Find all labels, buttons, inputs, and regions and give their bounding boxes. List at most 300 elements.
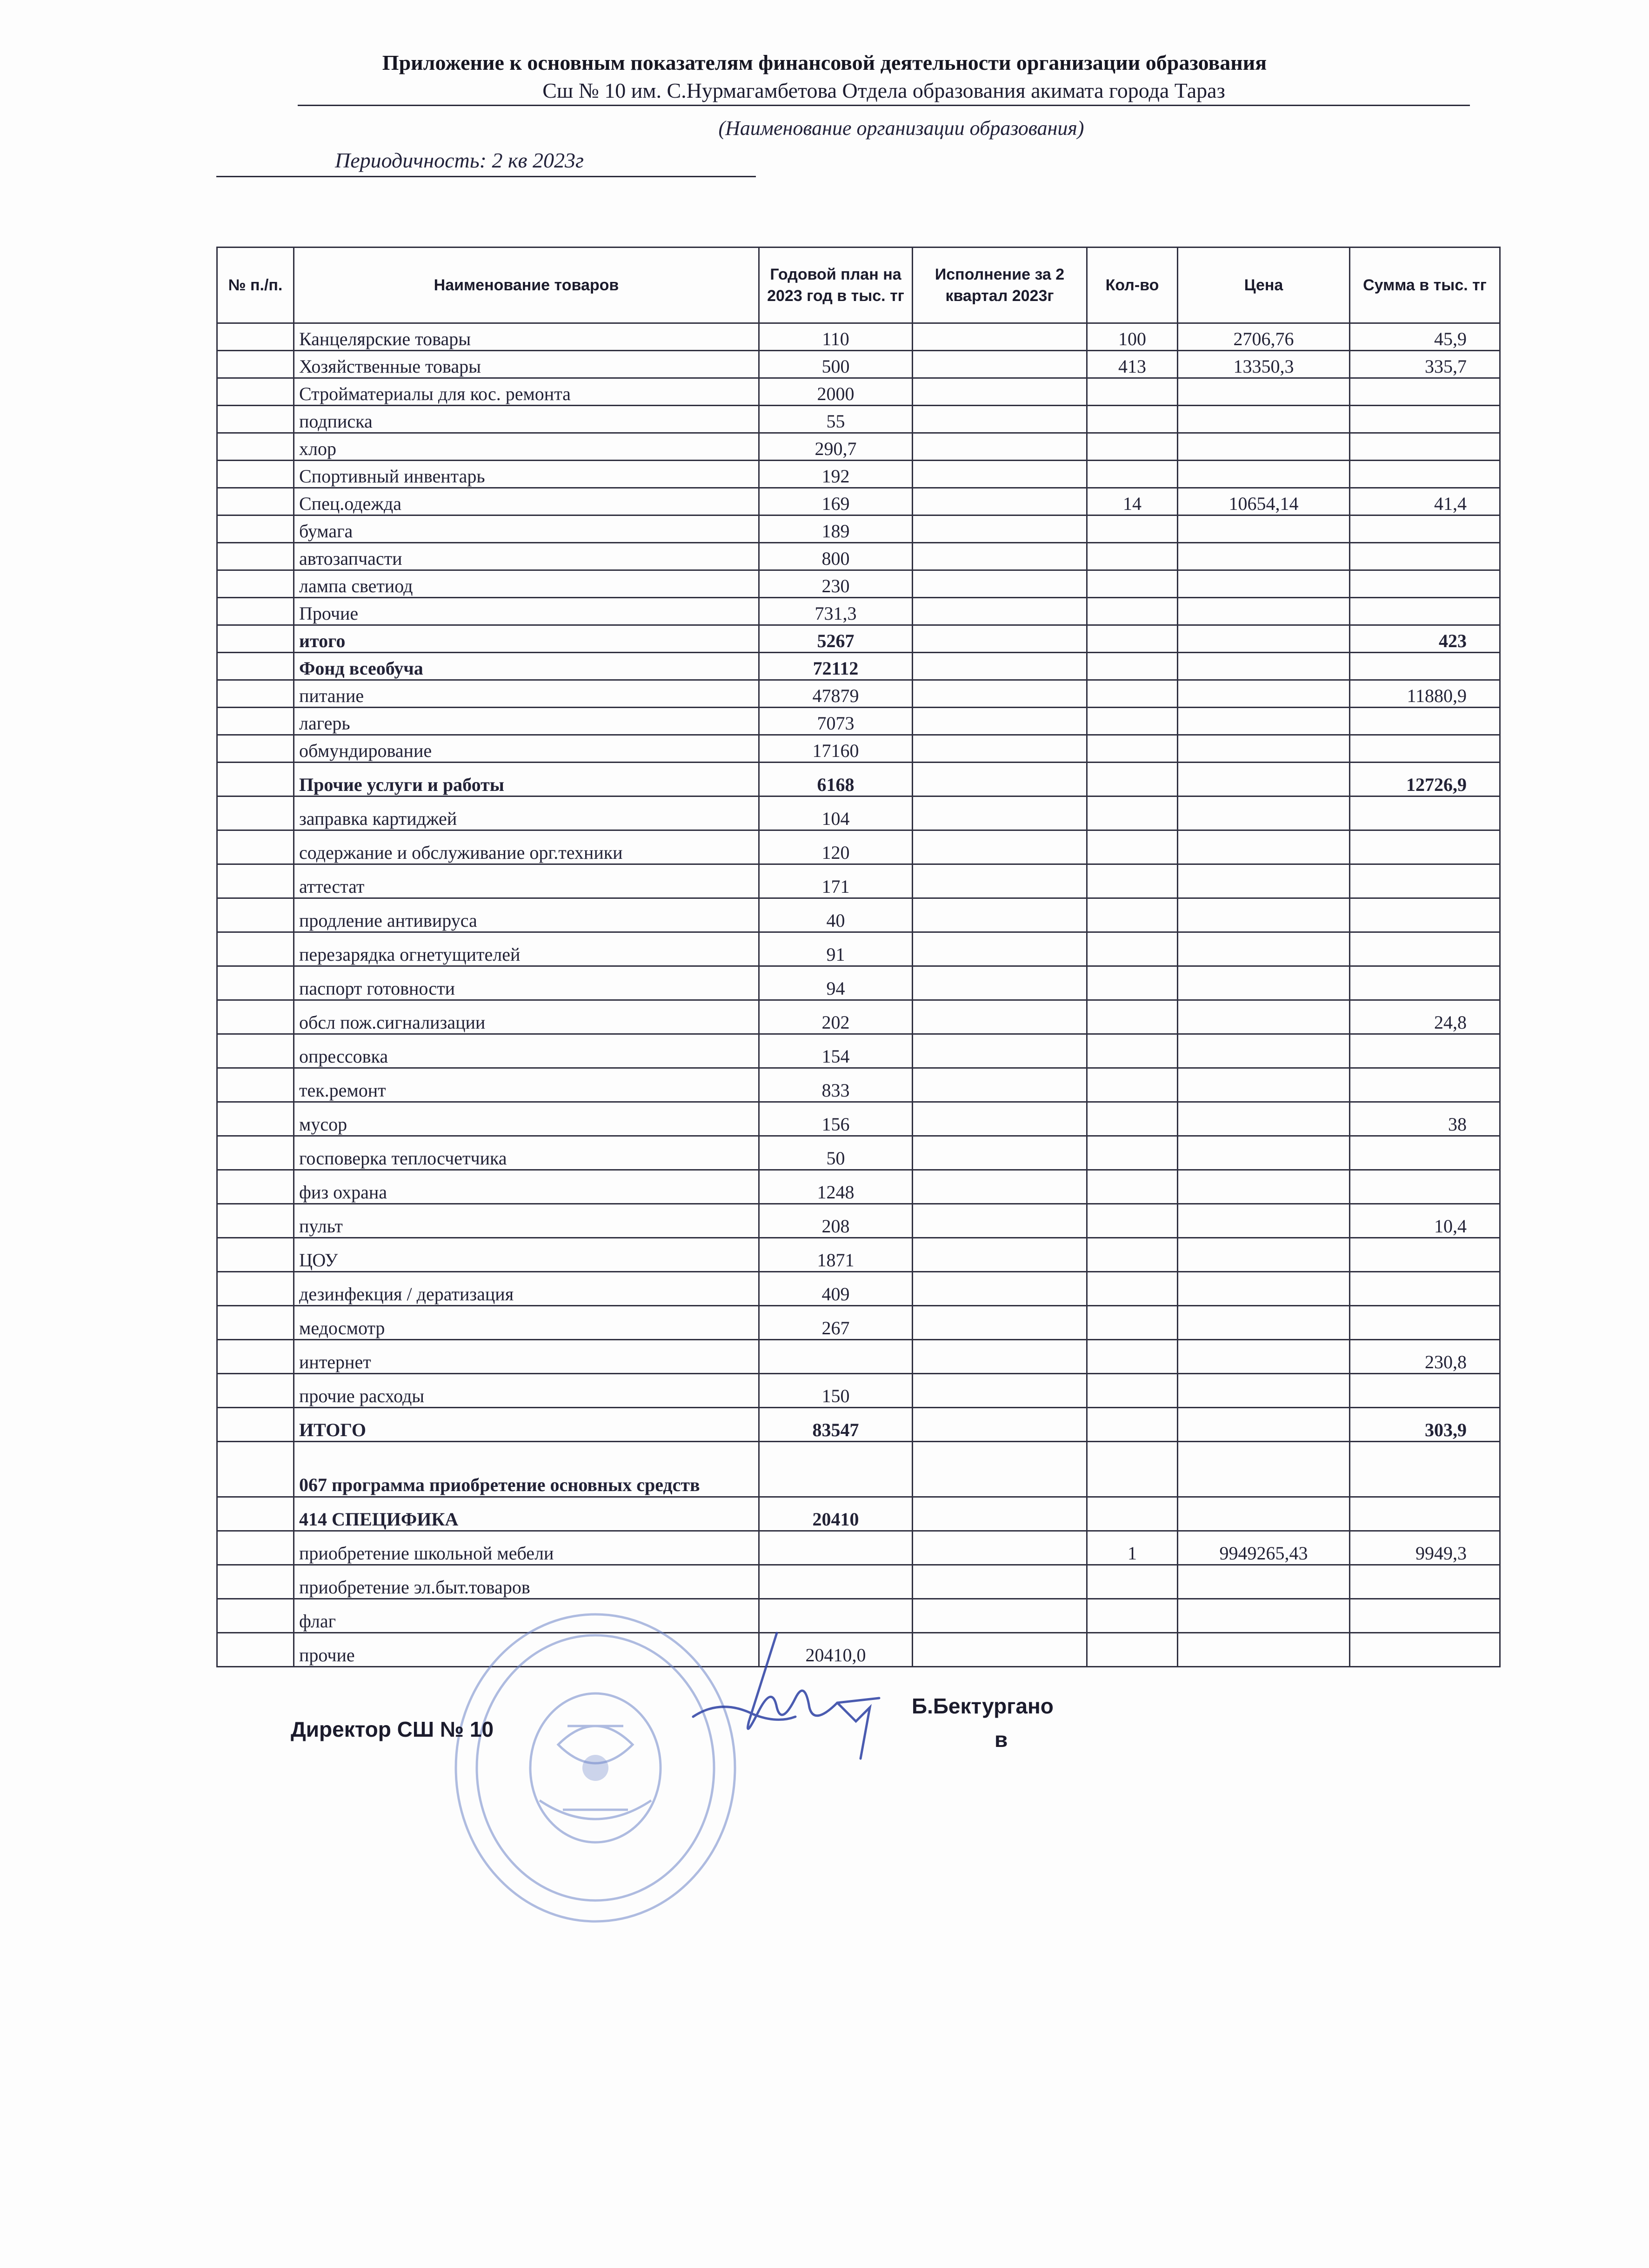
annual-plan-cell: 5267 bbox=[759, 625, 913, 653]
row-number-cell bbox=[217, 378, 294, 406]
sum-cell bbox=[1350, 898, 1500, 932]
table-row bbox=[217, 830, 1500, 864]
row-number-cell bbox=[217, 796, 294, 830]
annual-plan-cell: 50 bbox=[759, 1136, 913, 1170]
item-name-cell: 414 СПЕЦИФИКА bbox=[294, 1497, 759, 1531]
col-header-sum: Сумма в тыс. тг bbox=[1350, 248, 1500, 323]
sum-cell bbox=[1350, 1306, 1500, 1340]
row-number-cell bbox=[217, 433, 294, 461]
annual-plan-cell: 267 bbox=[759, 1306, 913, 1340]
item-name-cell: питание bbox=[294, 680, 759, 708]
table-row bbox=[217, 1000, 1500, 1034]
quantity-cell bbox=[1087, 1000, 1178, 1034]
item-name-cell: интернет bbox=[294, 1340, 759, 1374]
item-name-cell: медосмотр bbox=[294, 1306, 759, 1340]
organization-note: (Наименование организации образования) bbox=[718, 117, 1084, 140]
row-number-cell bbox=[217, 735, 294, 763]
quantity-cell bbox=[1087, 1272, 1178, 1306]
sum-cell bbox=[1350, 1565, 1500, 1599]
quantity-cell bbox=[1087, 1306, 1178, 1340]
execution-cell bbox=[913, 1272, 1087, 1306]
sum-cell bbox=[1350, 708, 1500, 735]
col-header-quantity: Кол-во bbox=[1087, 248, 1178, 323]
execution-cell bbox=[913, 1565, 1087, 1599]
execution-cell bbox=[913, 1034, 1087, 1068]
sum-cell: 10,4 bbox=[1350, 1204, 1500, 1238]
execution-cell bbox=[913, 1238, 1087, 1272]
quantity-cell bbox=[1087, 1497, 1178, 1531]
annual-plan-cell: 20410 bbox=[759, 1497, 913, 1531]
sum-cell bbox=[1350, 543, 1500, 570]
row-number-cell bbox=[217, 932, 294, 966]
price-cell bbox=[1178, 653, 1350, 680]
row-number-cell bbox=[217, 515, 294, 543]
table-row bbox=[217, 515, 1500, 543]
execution-cell bbox=[913, 1000, 1087, 1034]
execution-cell bbox=[913, 932, 1087, 966]
sum-cell bbox=[1350, 932, 1500, 966]
quantity-cell bbox=[1087, 1374, 1178, 1408]
quantity-cell bbox=[1087, 406, 1178, 433]
table-row bbox=[217, 1408, 1500, 1442]
annual-plan-cell: 731,3 bbox=[759, 598, 913, 625]
annual-plan-cell: 55 bbox=[759, 406, 913, 433]
annual-plan-cell: 104 bbox=[759, 796, 913, 830]
period-label: Периодичность: 2 кв 2023г bbox=[335, 148, 584, 172]
sum-cell bbox=[1350, 1068, 1500, 1102]
price-cell bbox=[1178, 966, 1350, 1000]
row-number-cell bbox=[217, 323, 294, 351]
sum-cell bbox=[1350, 378, 1500, 406]
execution-cell bbox=[913, 598, 1087, 625]
item-name-cell: итого bbox=[294, 625, 759, 653]
execution-cell bbox=[913, 1170, 1087, 1204]
sum-cell bbox=[1350, 406, 1500, 433]
table-row bbox=[217, 708, 1500, 735]
quantity-cell bbox=[1087, 1599, 1178, 1633]
row-number-cell bbox=[217, 1238, 294, 1272]
quantity-cell bbox=[1087, 1034, 1178, 1068]
quantity-cell bbox=[1087, 1068, 1178, 1102]
annual-plan-cell: 120 bbox=[759, 830, 913, 864]
item-name-cell: прочие bbox=[294, 1633, 759, 1667]
row-number-cell bbox=[217, 1170, 294, 1204]
col-header-name: Наименование товаров bbox=[294, 248, 759, 323]
annual-plan-cell: 94 bbox=[759, 966, 913, 1000]
quantity-cell bbox=[1087, 653, 1178, 680]
execution-cell bbox=[913, 1497, 1087, 1531]
finance-table bbox=[216, 247, 1501, 1667]
quantity-cell bbox=[1087, 1102, 1178, 1136]
row-number-cell bbox=[217, 864, 294, 898]
annual-plan-cell: 189 bbox=[759, 515, 913, 543]
annual-plan-cell: 110 bbox=[759, 323, 913, 351]
price-cell: 2706,76 bbox=[1178, 323, 1350, 351]
price-cell bbox=[1178, 598, 1350, 625]
table-row bbox=[217, 1497, 1500, 1531]
item-name-cell: обсл пож.сигнализации bbox=[294, 1000, 759, 1034]
row-number-cell bbox=[217, 1136, 294, 1170]
execution-cell bbox=[913, 735, 1087, 763]
item-name-cell: Стройматериалы для кос. ремонта bbox=[294, 378, 759, 406]
table-row bbox=[217, 1565, 1500, 1599]
price-cell bbox=[1178, 1408, 1350, 1442]
row-number-cell bbox=[217, 966, 294, 1000]
price-cell bbox=[1178, 864, 1350, 898]
price-cell: 10654,14 bbox=[1178, 488, 1350, 515]
item-name-cell: опрессовка bbox=[294, 1034, 759, 1068]
annual-plan-cell: 800 bbox=[759, 543, 913, 570]
table-row bbox=[217, 1170, 1500, 1204]
item-name-cell: Хозяйственные товары bbox=[294, 351, 759, 378]
col-header-execution: Исполнение за 2 квартал 2023г bbox=[913, 248, 1087, 323]
price-cell bbox=[1178, 1272, 1350, 1306]
quantity-cell bbox=[1087, 1340, 1178, 1374]
annual-plan-cell bbox=[759, 1442, 913, 1497]
execution-cell bbox=[913, 830, 1087, 864]
row-number-cell bbox=[217, 1442, 294, 1497]
table-row bbox=[217, 1136, 1500, 1170]
execution-cell bbox=[913, 1531, 1087, 1565]
sum-cell bbox=[1350, 830, 1500, 864]
price-cell bbox=[1178, 763, 1350, 796]
row-number-cell bbox=[217, 1497, 294, 1531]
annual-plan-cell: 171 bbox=[759, 864, 913, 898]
execution-cell bbox=[913, 406, 1087, 433]
sum-cell bbox=[1350, 864, 1500, 898]
quantity-cell bbox=[1087, 735, 1178, 763]
item-name-cell: приобретение эл.быт.товаров bbox=[294, 1565, 759, 1599]
quantity-cell: 14 bbox=[1087, 488, 1178, 515]
item-name-cell: продление антивируса bbox=[294, 898, 759, 932]
table-row bbox=[217, 796, 1500, 830]
annual-plan-cell: 7073 bbox=[759, 708, 913, 735]
item-name-cell: дезинфекция / дератизация bbox=[294, 1272, 759, 1306]
row-number-cell bbox=[217, 898, 294, 932]
quantity-cell bbox=[1087, 898, 1178, 932]
row-number-cell bbox=[217, 488, 294, 515]
execution-cell bbox=[913, 488, 1087, 515]
sum-cell: 45,9 bbox=[1350, 323, 1500, 351]
execution-cell bbox=[913, 1102, 1087, 1136]
price-cell bbox=[1178, 378, 1350, 406]
sum-cell bbox=[1350, 1442, 1500, 1497]
quantity-cell bbox=[1087, 932, 1178, 966]
item-name-cell: пульт bbox=[294, 1204, 759, 1238]
item-name-cell: Прочие bbox=[294, 598, 759, 625]
quantity-cell bbox=[1087, 1170, 1178, 1204]
annual-plan-cell: 409 bbox=[759, 1272, 913, 1306]
quantity-cell bbox=[1087, 1633, 1178, 1667]
quantity-cell: 1 bbox=[1087, 1531, 1178, 1565]
row-number-cell bbox=[217, 1340, 294, 1374]
table-row bbox=[217, 1340, 1500, 1374]
sum-cell bbox=[1350, 1238, 1500, 1272]
item-name-cell: автозапчасти bbox=[294, 543, 759, 570]
execution-cell bbox=[913, 1408, 1087, 1442]
row-number-cell bbox=[217, 830, 294, 864]
sum-cell bbox=[1350, 966, 1500, 1000]
price-cell bbox=[1178, 543, 1350, 570]
item-name-cell: 067 программа приобретение основных средств bbox=[294, 1442, 759, 1497]
quantity-cell: 413 bbox=[1087, 351, 1178, 378]
director-label: Директор СШ № 10 bbox=[291, 1717, 494, 1741]
row-number-cell bbox=[217, 598, 294, 625]
price-cell bbox=[1178, 1170, 1350, 1204]
row-number-cell bbox=[217, 1034, 294, 1068]
table-row bbox=[217, 1599, 1500, 1633]
table-row bbox=[217, 1102, 1500, 1136]
row-number-cell bbox=[217, 1374, 294, 1408]
row-number-cell bbox=[217, 625, 294, 653]
table-row bbox=[217, 378, 1500, 406]
execution-cell bbox=[913, 378, 1087, 406]
execution-cell bbox=[913, 708, 1087, 735]
price-cell bbox=[1178, 1565, 1350, 1599]
execution-cell bbox=[913, 461, 1087, 488]
sum-cell: 41,4 bbox=[1350, 488, 1500, 515]
sum-cell bbox=[1350, 1633, 1500, 1667]
table-row bbox=[217, 653, 1500, 680]
price-cell bbox=[1178, 735, 1350, 763]
price-cell: 9949265,43 bbox=[1178, 1531, 1350, 1565]
table-body bbox=[217, 323, 1500, 1667]
execution-cell bbox=[913, 680, 1087, 708]
execution-cell bbox=[913, 1340, 1087, 1374]
table-row bbox=[217, 763, 1500, 796]
price-cell bbox=[1178, 1442, 1350, 1497]
item-name-cell: хлор bbox=[294, 433, 759, 461]
sum-cell: 230,8 bbox=[1350, 1340, 1500, 1374]
director-name-line2: в bbox=[995, 1727, 1008, 1752]
annual-plan-cell: 154 bbox=[759, 1034, 913, 1068]
price-cell bbox=[1178, 433, 1350, 461]
execution-cell bbox=[913, 323, 1087, 351]
item-name-cell: лампа светиод bbox=[294, 570, 759, 598]
price-cell bbox=[1178, 932, 1350, 966]
annual-plan-cell: 156 bbox=[759, 1102, 913, 1136]
sum-cell: 11880,9 bbox=[1350, 680, 1500, 708]
sum-cell bbox=[1350, 1034, 1500, 1068]
table-row bbox=[217, 1068, 1500, 1102]
annual-plan-cell: 72112 bbox=[759, 653, 913, 680]
item-name-cell: тек.ремонт bbox=[294, 1068, 759, 1102]
execution-cell bbox=[913, 515, 1087, 543]
sum-cell: 38 bbox=[1350, 1102, 1500, 1136]
price-cell bbox=[1178, 830, 1350, 864]
price-cell bbox=[1178, 1306, 1350, 1340]
price-cell bbox=[1178, 1633, 1350, 1667]
row-number-cell bbox=[217, 653, 294, 680]
table-row bbox=[217, 1238, 1500, 1272]
item-name-cell: перезарядка огнетущителей bbox=[294, 932, 759, 966]
table-header-row bbox=[217, 248, 1500, 323]
item-name-cell: ЦОУ bbox=[294, 1238, 759, 1272]
annual-plan-cell: 150 bbox=[759, 1374, 913, 1408]
row-number-cell bbox=[217, 1272, 294, 1306]
annual-plan-cell bbox=[759, 1599, 913, 1633]
price-cell bbox=[1178, 796, 1350, 830]
quantity-cell bbox=[1087, 1565, 1178, 1599]
item-name-cell: госповерка теплосчетчика bbox=[294, 1136, 759, 1170]
quantity-cell bbox=[1087, 1136, 1178, 1170]
item-name-cell: Спортивный инвентарь bbox=[294, 461, 759, 488]
row-number-cell bbox=[217, 351, 294, 378]
item-name-cell: Спец.одежда bbox=[294, 488, 759, 515]
price-cell bbox=[1178, 461, 1350, 488]
execution-cell bbox=[913, 1599, 1087, 1633]
price-cell bbox=[1178, 898, 1350, 932]
execution-cell bbox=[913, 763, 1087, 796]
row-number-cell bbox=[217, 1408, 294, 1442]
sum-cell bbox=[1350, 433, 1500, 461]
table-row bbox=[217, 570, 1500, 598]
quantity-cell bbox=[1087, 708, 1178, 735]
annual-plan-cell: 290,7 bbox=[759, 433, 913, 461]
sum-cell bbox=[1350, 1599, 1500, 1633]
row-number-cell bbox=[217, 406, 294, 433]
price-cell: 13350,3 bbox=[1178, 351, 1350, 378]
price-cell bbox=[1178, 1497, 1350, 1531]
row-number-cell bbox=[217, 543, 294, 570]
quantity-cell bbox=[1087, 515, 1178, 543]
row-number-cell bbox=[217, 1633, 294, 1667]
quantity-cell: 100 bbox=[1087, 323, 1178, 351]
quantity-cell bbox=[1087, 830, 1178, 864]
execution-cell bbox=[913, 864, 1087, 898]
annual-plan-cell bbox=[759, 1565, 913, 1599]
row-number-cell bbox=[217, 708, 294, 735]
annual-plan-cell: 17160 bbox=[759, 735, 913, 763]
sum-cell bbox=[1350, 1136, 1500, 1170]
execution-cell bbox=[913, 796, 1087, 830]
quantity-cell bbox=[1087, 763, 1178, 796]
price-cell bbox=[1178, 1238, 1350, 1272]
sum-cell bbox=[1350, 515, 1500, 543]
organization-name: Сш № 10 им. С.Нурмагамбетова Отдела образования акимата города Тараз bbox=[298, 78, 1470, 106]
annual-plan-cell: 20410,0 bbox=[759, 1633, 913, 1667]
execution-cell bbox=[913, 1068, 1087, 1102]
item-name-cell: флаг bbox=[294, 1599, 759, 1633]
sum-cell bbox=[1350, 570, 1500, 598]
row-number-cell bbox=[217, 680, 294, 708]
row-number-cell bbox=[217, 1204, 294, 1238]
item-name-cell: ИТОГО bbox=[294, 1408, 759, 1442]
sum-cell: 303,9 bbox=[1350, 1408, 1500, 1442]
execution-cell bbox=[913, 1442, 1087, 1497]
price-cell bbox=[1178, 1340, 1350, 1374]
sum-cell bbox=[1350, 735, 1500, 763]
annual-plan-cell: 230 bbox=[759, 570, 913, 598]
handwritten-signature bbox=[637, 1628, 898, 1768]
director-name-line1: Б.Бектургано bbox=[912, 1694, 1054, 1718]
price-cell bbox=[1178, 570, 1350, 598]
sum-cell bbox=[1350, 461, 1500, 488]
table-row bbox=[217, 735, 1500, 763]
annual-plan-cell: 169 bbox=[759, 488, 913, 515]
annual-plan-cell: 500 bbox=[759, 351, 913, 378]
row-number-cell bbox=[217, 1068, 294, 1102]
annual-plan-cell: 833 bbox=[759, 1068, 913, 1102]
execution-cell bbox=[913, 433, 1087, 461]
execution-cell bbox=[913, 898, 1087, 932]
annual-plan-cell: 40 bbox=[759, 898, 913, 932]
item-name-cell: Фонд всеобуча bbox=[294, 653, 759, 680]
annual-plan-cell: 1248 bbox=[759, 1170, 913, 1204]
quantity-cell bbox=[1087, 1442, 1178, 1497]
price-cell bbox=[1178, 1374, 1350, 1408]
sum-cell bbox=[1350, 796, 1500, 830]
table-row bbox=[217, 898, 1500, 932]
item-name-cell: подписка bbox=[294, 406, 759, 433]
execution-cell bbox=[913, 1306, 1087, 1340]
period-underline bbox=[216, 176, 756, 177]
col-header-price: Цена bbox=[1178, 248, 1350, 323]
col-header-number: № п./п. bbox=[217, 248, 294, 323]
row-number-cell bbox=[217, 1102, 294, 1136]
quantity-cell bbox=[1087, 864, 1178, 898]
quantity-cell bbox=[1087, 1408, 1178, 1442]
table-row bbox=[217, 1442, 1500, 1497]
item-name-cell: паспорт готовности bbox=[294, 966, 759, 1000]
row-number-cell bbox=[217, 1565, 294, 1599]
execution-cell bbox=[913, 1374, 1087, 1408]
table-row bbox=[217, 1306, 1500, 1340]
price-cell bbox=[1178, 1034, 1350, 1068]
table-row bbox=[217, 543, 1500, 570]
col-header-plan: Годовой план на 2023 год в тыс. тг bbox=[759, 248, 913, 323]
table-row bbox=[217, 406, 1500, 433]
table-row bbox=[217, 932, 1500, 966]
item-name-cell: физ охрана bbox=[294, 1170, 759, 1204]
table-row bbox=[217, 1204, 1500, 1238]
quantity-cell bbox=[1087, 570, 1178, 598]
sum-cell: 335,7 bbox=[1350, 351, 1500, 378]
item-name-cell: аттестат bbox=[294, 864, 759, 898]
price-cell bbox=[1178, 1136, 1350, 1170]
sum-cell bbox=[1350, 598, 1500, 625]
quantity-cell bbox=[1087, 598, 1178, 625]
annual-plan-cell: 83547 bbox=[759, 1408, 913, 1442]
price-cell bbox=[1178, 680, 1350, 708]
quantity-cell bbox=[1087, 625, 1178, 653]
annual-plan-cell: 2000 bbox=[759, 378, 913, 406]
sum-cell bbox=[1350, 1374, 1500, 1408]
table-row bbox=[217, 1272, 1500, 1306]
item-name-cell: лагерь bbox=[294, 708, 759, 735]
price-cell bbox=[1178, 1000, 1350, 1034]
sum-cell: 9949,3 bbox=[1350, 1531, 1500, 1565]
item-name-cell: прочие расходы bbox=[294, 1374, 759, 1408]
sum-cell bbox=[1350, 1272, 1500, 1306]
table-row bbox=[217, 323, 1500, 351]
annual-plan-cell: 192 bbox=[759, 461, 913, 488]
execution-cell bbox=[913, 1633, 1087, 1667]
table-row bbox=[217, 461, 1500, 488]
table-row bbox=[217, 966, 1500, 1000]
table-row bbox=[217, 433, 1500, 461]
annual-plan-cell bbox=[759, 1531, 913, 1565]
annual-plan-cell: 47879 bbox=[759, 680, 913, 708]
sum-cell bbox=[1350, 1497, 1500, 1531]
row-number-cell bbox=[217, 570, 294, 598]
table-row bbox=[217, 1531, 1500, 1565]
price-cell bbox=[1178, 625, 1350, 653]
item-name-cell: приобретение школьной мебели bbox=[294, 1531, 759, 1565]
annual-plan-cell: 1871 bbox=[759, 1238, 913, 1272]
item-name-cell: Канцелярские товары bbox=[294, 323, 759, 351]
sum-cell: 24,8 bbox=[1350, 1000, 1500, 1034]
